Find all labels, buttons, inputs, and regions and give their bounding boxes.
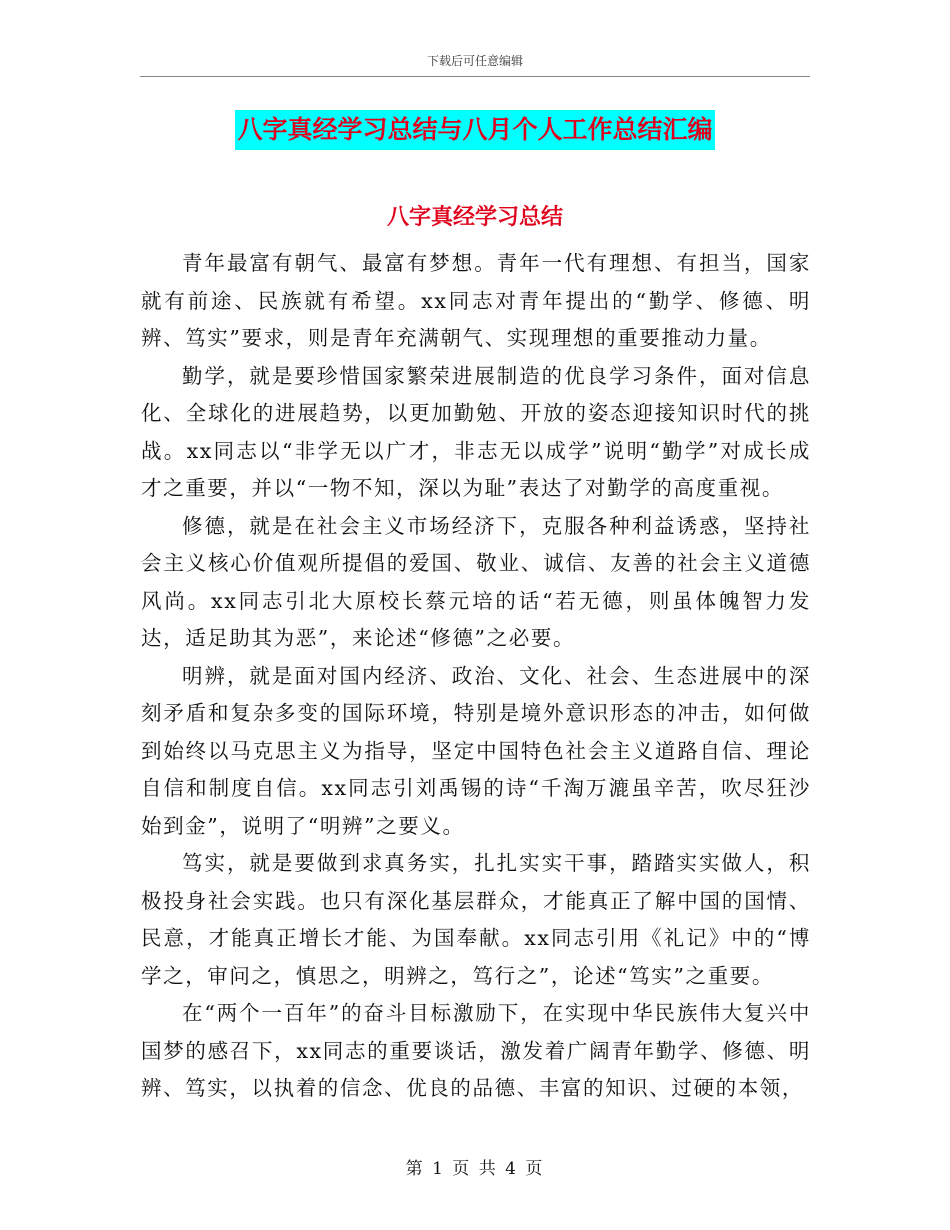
paragraph-2: 勤学，就是要珍惜国家繁荣进展制造的优良学习条件，面对信息化、全球化的进展趋势，以更加勤勉、开放的姿态迎接知识时代的挑战。xx同志以“非学无以广才，非志无以成学”说明“勤学”对成长成才之重要，并以“一物不知，深以为耻”表达了对勤学的高度重视。 (141, 363, 811, 500)
header-note: 下载后可任意编辑 (426, 54, 523, 68)
paragraph-5: 笃实，就是要做到求真务实，扎扎实实干事，踏踏实实做人，积极投身社会实践。也只有深化基层群众，才能真正了解中国的国情、民意，才能真正增长才能、为国奉献。xx同志引用《礼记》中的“博学之，审问之，慎思之，明辨之，笃行之”，论述“笃实”之重要。 (141, 851, 811, 988)
section-title: 八字真经学习总结 (386, 204, 563, 230)
body-text (141, 245, 811, 1108)
header-divider (140, 76, 810, 77)
document-title: 八字真经学习总结与八月个人工作总结汇编 (235, 110, 714, 150)
paragraph-1: 青年最富有朝气、最富有梦想。青年一代有理想、有担当，国家就有前途、民族就有希望。xx同志对青年提出的“勤学、修德、明辨、笃实”要求，则是青年充满朝气、实现理想的重要推动力量。 (141, 251, 811, 350)
page-number-footer: 第 1 页 共 4 页 (405, 1159, 545, 1179)
paragraph-6: 在“两个一百年”的奋斗目标激励下，在实现中华民族伟大复兴中国梦的感召下，xx同志的重要谈话，激发着广阔青年勤学、修德、明辨、笃实，以执着的信念、优良的品德、丰富的知识、过硬的本领， (141, 1001, 811, 1100)
paragraph-3: 修德，就是在社会主义市场经济下，克服各种利益诱惑，坚持社会主义核心价值观所提倡的爱国、敬业、诚信、友善的社会主义道德风尚。xx同志引北大原校长蔡元培的话“若无德，则虽体魄智力发达，适足助其为恶”，来论述“修德”之必要。 (141, 513, 811, 650)
document-title-container (0, 110, 950, 150)
paragraph-4: 明辨，就是面对国内经济、政治、文化、社会、生态进展中的深刻矛盾和复杂多变的国际环境，特别是境外意识形态的冲击，如何做到始终以马克思主义为指导，坚定中国特色社会主义道路自信、理论自信和制度自信。xx同志引刘禹锡的诗“千淘万漉虽辛苦，吹尽狂沙始到金”，说明了“明辨”之要义。 (141, 663, 811, 838)
